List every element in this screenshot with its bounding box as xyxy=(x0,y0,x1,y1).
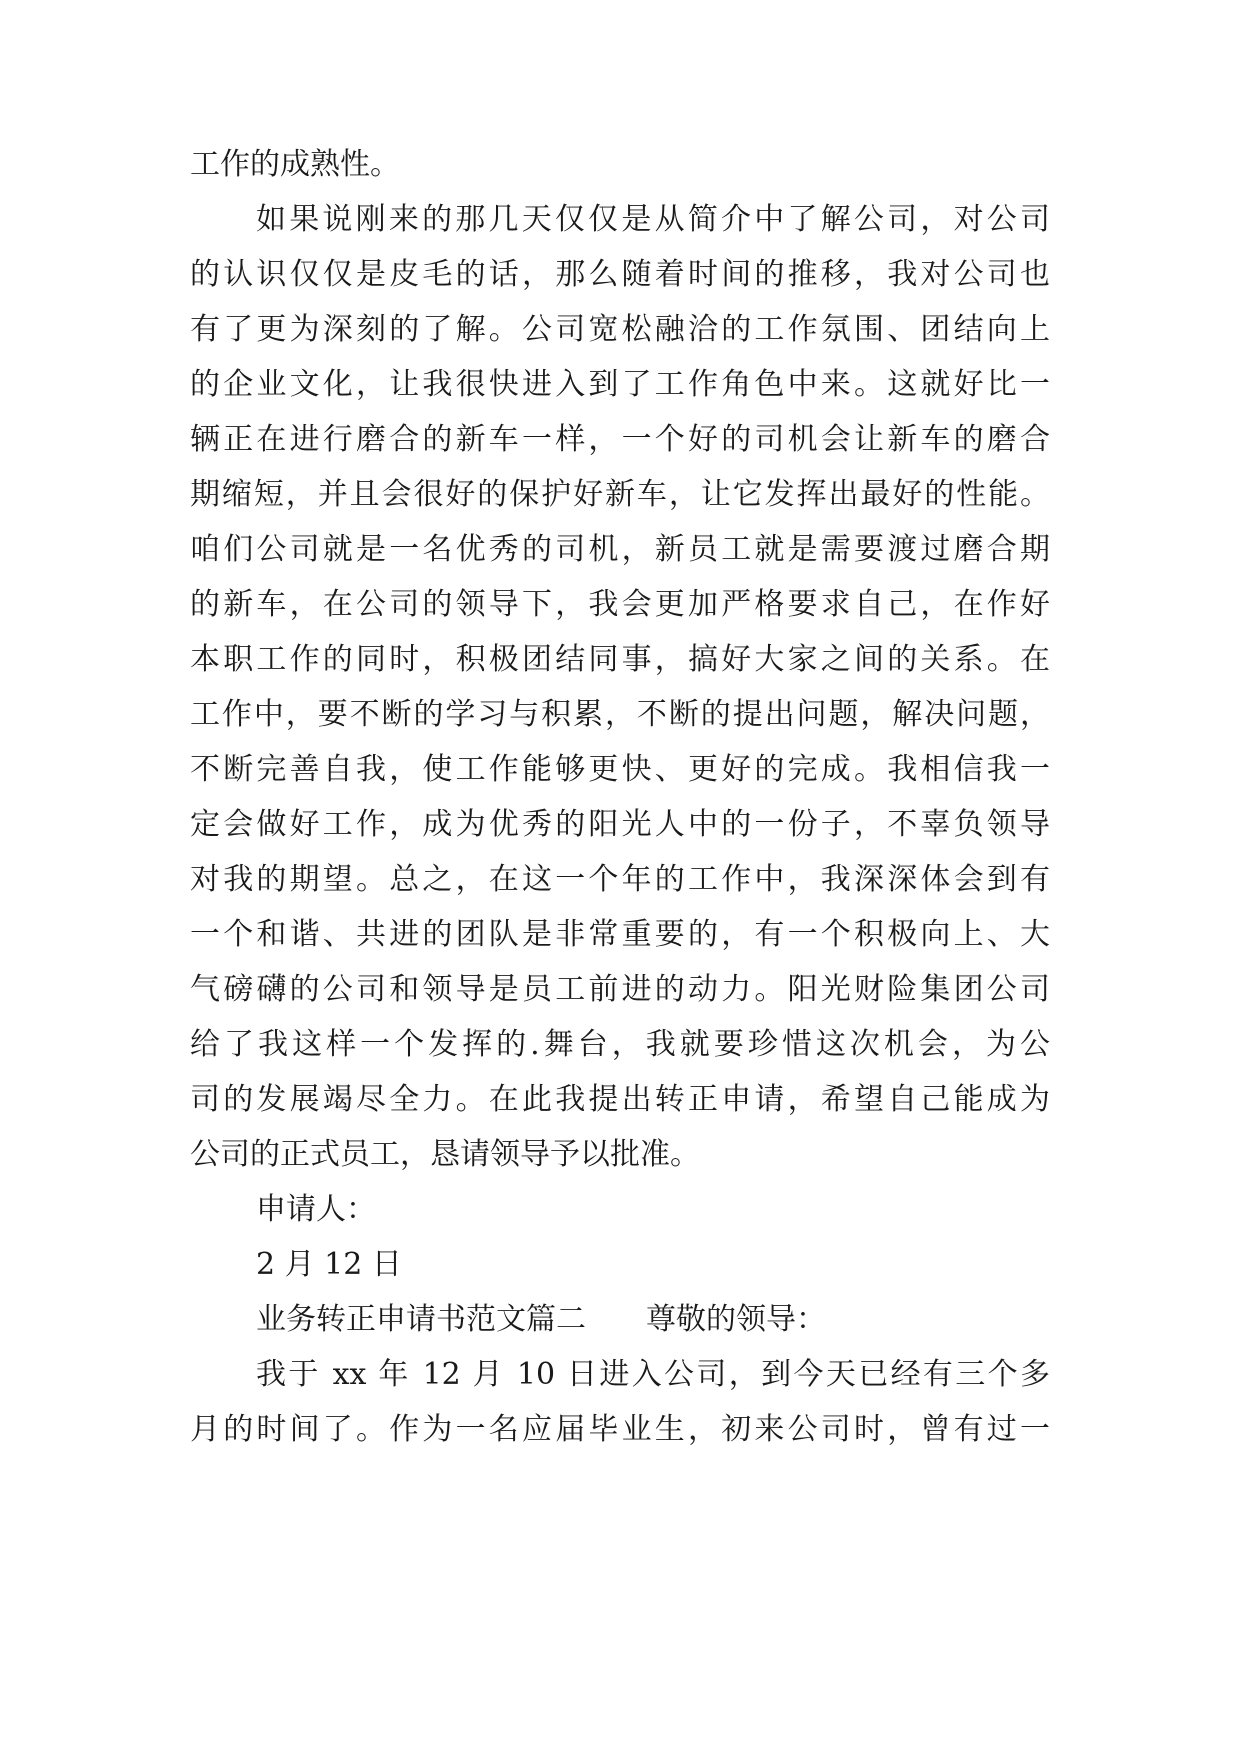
text-line: 的新车，在公司的领导下，我会更加严格要求自己，在作好 xyxy=(190,587,1050,622)
text-line: 公司的正式员工，恳请领导予以批准。 xyxy=(190,1137,700,1172)
text-line: 有了更为深刻的了解。公司宽松融洽的工作氛围、团结向上 xyxy=(190,312,1050,347)
text-line: 咱们公司就是一名优秀的司机，新员工就是需要渡过磨合期 xyxy=(190,532,1050,567)
text-line: 一个和谐、共进的团队是非常重要的，有一个积极向上、大 xyxy=(190,917,1050,952)
text-line: 不断完善自我，使工作能够更快、更好的完成。我相信我一 xyxy=(190,752,1050,787)
text-line: 司的发展竭尽全力。在此我提出转正申请，希望自己能成为 xyxy=(190,1082,1050,1117)
text-line: 工作中，要不断的学习与积累，不断的提出问题，解决问题， xyxy=(190,697,1050,732)
text-line: 定会做好工作，成为优秀的阳光人中的一份子，不辜负领导 xyxy=(190,807,1050,842)
paragraph-start-line: 我于 xx 年 12 月 10 日进入公司，到今天已经有三个多 xyxy=(256,1357,1050,1392)
applicant-label: 申请人： xyxy=(256,1192,376,1227)
text-line: 辆正在进行磨合的新车一样，一个好的司机会让新车的磨合 xyxy=(190,422,1050,457)
text-line: 气磅礴的公司和领导是员工前进的动力。阳光财险集团公司 xyxy=(190,972,1050,1007)
text-line: 的企业文化，让我很快进入到了工作角色中来。这就好比一 xyxy=(190,367,1050,402)
date-line: 2 月 12 日 xyxy=(256,1247,402,1282)
text-line: 工作的成熟性。 xyxy=(190,147,400,182)
text-line: 期缩短，并且会很好的保护好新车，让它发挥出最好的性能。 xyxy=(190,477,1050,512)
text-line: 对我的期望。总之，在这一个年的工作中，我深深体会到有 xyxy=(190,862,1050,897)
paragraph-start-line: 如果说刚来的那几天仅仅是从简介中了解公司，对公司 xyxy=(256,202,1050,237)
text-line: 给了我这样一个发挥的.舞台，我就要珍惜这次机会，为公 xyxy=(190,1027,1050,1062)
section-heading: 业务转正申请书范文篇二 尊敬的领导： xyxy=(256,1302,826,1337)
text-line: 月的时间了。作为一名应届毕业生，初来公司时，曾有过一 xyxy=(190,1412,1050,1447)
text-line: 本职工作的同时，积极团结同事，搞好大家之间的关系。在 xyxy=(190,642,1050,677)
text-line: 的认识仅仅是皮毛的话，那么随着时间的推移，我对公司也 xyxy=(190,257,1050,292)
